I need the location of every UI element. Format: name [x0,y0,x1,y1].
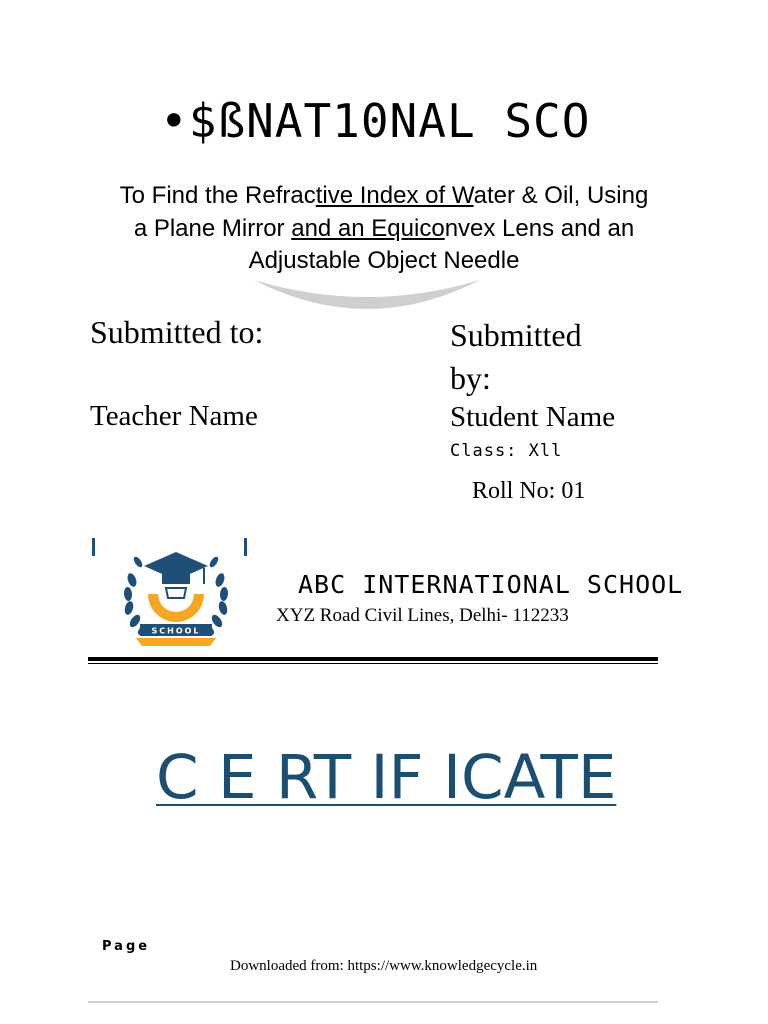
certificate-heading: C E RT IF ICATE [156,742,617,813]
divider-thick [88,657,658,661]
header-title: •$ßNAT10NAL SCO [160,94,591,148]
logo-text: SCHOOL [151,626,201,636]
page-label: Page [102,939,151,954]
project-title-part: To Find the Refrac [119,182,316,209]
downloaded-from-footer: Downloaded from: https://www.knowledgecycle.in [230,958,538,974]
school-name: ABC INTERNATIONAL SCHOOL [298,570,684,599]
project-title-underlined: tive Index of W [315,182,474,209]
decorative-bar [92,538,95,556]
project-title-underlined: and an Equico [291,214,445,242]
divider-thin [88,663,658,664]
submitted-to-label: Submitted to: [90,314,264,350]
decorative-bar [244,538,247,556]
project-title-part: ater & Oil, Using [473,182,649,209]
decorative-arc [252,278,482,312]
student-name: Student Name [450,401,616,433]
project-title [84,180,684,278]
submitted-by-label: Submitted by: [450,317,582,396]
project-title-part: nvex Lens and an [444,214,635,242]
project-title-part: Adjustable Object Needle [248,247,520,274]
footer-divider [88,1001,658,1003]
roll-number-line: Roll No: 01 [472,478,586,504]
school-address: XYZ Road Civil Lines, Delhi- 112233 [276,605,569,626]
class-line: Class: Xll [450,441,563,461]
project-title-part: a Plane Mirror [133,214,292,242]
teacher-name: Teacher Name [90,400,258,432]
school-logo [118,540,234,650]
